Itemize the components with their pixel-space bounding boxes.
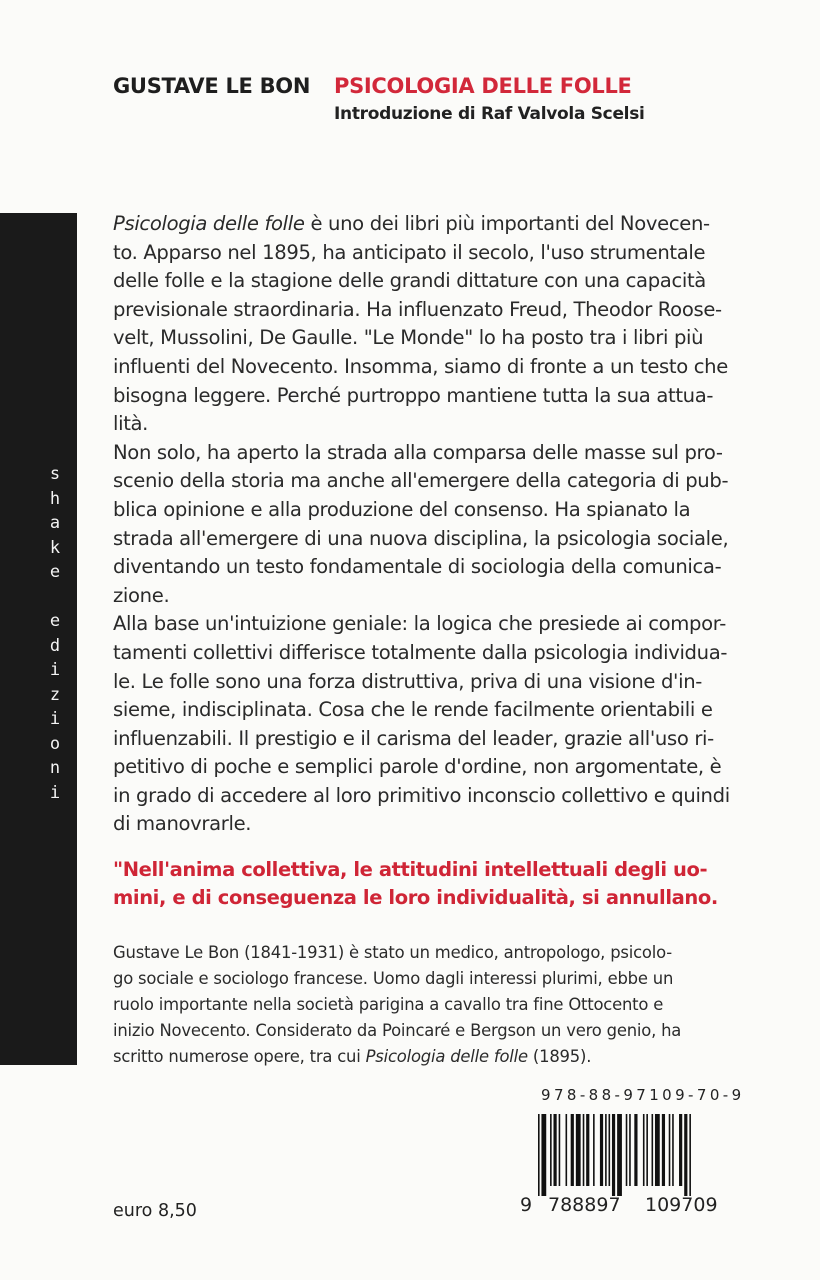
brand-letter: i <box>49 782 61 803</box>
description-line: influenti del Novecento. Insomma, siamo di fronte a un testo che <box>113 354 728 378</box>
brand-letter <box>44 585 66 610</box>
description-line: strada all'emergere di una nuova disciplina, la psicologia sociale, <box>113 526 729 550</box>
brand-letter: k <box>49 537 61 558</box>
barcode-bar <box>684 1114 687 1196</box>
description-line: le. Le folle sono una forza distruttiva, priva di una visione d'in- <box>113 669 702 693</box>
barcode-bar <box>643 1114 645 1186</box>
barcode-bar <box>629 1114 631 1186</box>
barcode-bar <box>689 1114 691 1196</box>
barcode <box>538 1114 720 1196</box>
isbn-number: 978-88-97109-70-9 <box>541 1086 745 1104</box>
description-line: lità. <box>113 412 149 436</box>
price: euro 8,50 <box>113 1201 197 1221</box>
barcode-bar <box>571 1114 574 1186</box>
text-span: (1895). <box>527 1047 592 1066</box>
description-line: sieme, indisciplinata. Cosa che le rende facilmente orientabili e <box>113 698 713 722</box>
brand-letter: i <box>49 709 61 729</box>
quote-line: "Nell'anima collettiva, le attitudini intellettuali degli uo- <box>113 858 708 881</box>
description-line: in grado di accedere al loro primitivo inconscio collettivo e quindi <box>113 783 730 807</box>
barcode-bar <box>600 1114 603 1186</box>
barcode-bar <box>617 1114 622 1196</box>
barcode-bar <box>566 1114 568 1186</box>
brand-letter: i <box>49 660 61 680</box>
barcode-bar <box>672 1114 674 1186</box>
description-line: zione. <box>113 583 170 607</box>
description-line: delle folle e la stagione delle grandi dittature con una capacità <box>113 269 706 293</box>
quote-line: mini, e di conseguenza le loro individualità, si annullano. <box>113 886 718 909</box>
bio-line: ruolo importante nella società parigina a cavallo tra fine Ottocento e <box>113 995 664 1014</box>
description-line: di manovrarle. <box>113 812 252 836</box>
barcode-bar <box>538 1114 540 1196</box>
barcode-bar <box>646 1114 648 1186</box>
barcode-bar <box>586 1114 589 1186</box>
brand-letter: e <box>49 611 61 631</box>
bio-line: inizio Novecento. Considerato da Poincaré e Bergson un vero genio, ha <box>113 1021 682 1040</box>
barcode-bar <box>612 1114 615 1196</box>
barcode-digits-right: 109709 <box>645 1194 718 1216</box>
brand-letter: s <box>49 464 61 484</box>
book-title-italic: Psicologia delle folle <box>365 1047 528 1066</box>
brand-letter: a <box>49 513 61 533</box>
description-line: Alla base un'intuizione geniale: la logica che presiede ai compor- <box>113 612 726 636</box>
description-line: velt, Mussolini, De Gaulle. "Le Monde" lo ha posto tra i libri più <box>113 326 704 350</box>
publisher-brand <box>44 462 66 805</box>
barcode-bar <box>662 1114 665 1186</box>
pull-quote <box>113 856 718 912</box>
text-span: è uno dei libri più importanti del Novecen- <box>304 212 710 235</box>
description-line: to. Apparso nel 1895, ha anticipato il secolo, l'uso strumentale <box>113 240 706 264</box>
description-line: influenzabili. Il prestigio e il carisma del leader, grazie all'uso ri- <box>113 726 714 750</box>
barcode-bar <box>583 1114 585 1186</box>
bio-line: Gustave Le Bon (1841-1931) è stato un medico, antropologo, psicolo- <box>113 943 672 962</box>
barcode-bar <box>593 1114 595 1186</box>
barcode-bar <box>626 1114 628 1186</box>
author-bio <box>113 940 681 1070</box>
description-line: blica opinione e alla produzione del consenso. Ha spianato la <box>113 497 691 521</box>
barcode-bar <box>576 1114 581 1186</box>
barcode-bar <box>634 1114 637 1186</box>
brand-letter: z <box>49 684 61 705</box>
book-title-italic: Psicologia delle folle <box>113 212 305 235</box>
barcode-bar <box>605 1114 607 1186</box>
barcode-bar <box>550 1114 552 1186</box>
brand-letter: h <box>49 488 61 509</box>
description-line: petitivo di poche e semplici parole d'ordine, non argomentate, è <box>113 755 722 779</box>
barcode-bar <box>553 1114 556 1186</box>
brand-letter: d <box>49 635 61 656</box>
description-line <box>113 210 793 239</box>
barcode-bar <box>655 1114 660 1186</box>
description-line: Non solo, ha aperto la strada alla comparsa delle masse sul pro- <box>113 440 723 464</box>
description-text <box>113 210 793 839</box>
barcode-bar <box>559 1114 561 1186</box>
description-line: previsionale straordinaria. Ha influenzato Freud, Theodor Roose- <box>113 297 722 321</box>
barcode-bar <box>609 1114 611 1186</box>
description-line: bisogna leggere. Perché purtroppo mantiene tutta la sua attua- <box>113 383 714 407</box>
barcode-digit-first: 9 <box>520 1194 533 1216</box>
barcode-digits-left: 788897 <box>548 1194 621 1216</box>
introduction-credit: Introduzione di Raf Valvola Scelsi <box>334 104 645 124</box>
text-span: scritto numerose opere, tra cui <box>113 1047 366 1066</box>
brand-letter: e <box>49 562 61 582</box>
description-line: tamenti collettivi differisce totalmente dalla psicologia individua- <box>113 640 728 664</box>
barcode-bar <box>679 1114 682 1186</box>
bio-line: go sociale e sociologo francese. Uomo dagli interessi plurimi, ebbe un <box>113 969 674 988</box>
brand-letter: o <box>49 733 61 754</box>
barcode-bar <box>669 1114 671 1186</box>
barcode-bar <box>652 1114 654 1186</box>
bio-line <box>113 1044 681 1070</box>
description-line: scenio della storia ma anche all'emergere della categoria di pub- <box>113 469 729 493</box>
barcode-bar <box>541 1114 546 1196</box>
brand-letter: n <box>49 758 61 778</box>
book-title: PSICOLOGIA DELLE FOLLE <box>334 74 632 98</box>
author-name: GUSTAVE LE BON <box>113 74 311 98</box>
description-line: diventando un testo fondamentale di sociologia della comunica- <box>113 555 722 579</box>
